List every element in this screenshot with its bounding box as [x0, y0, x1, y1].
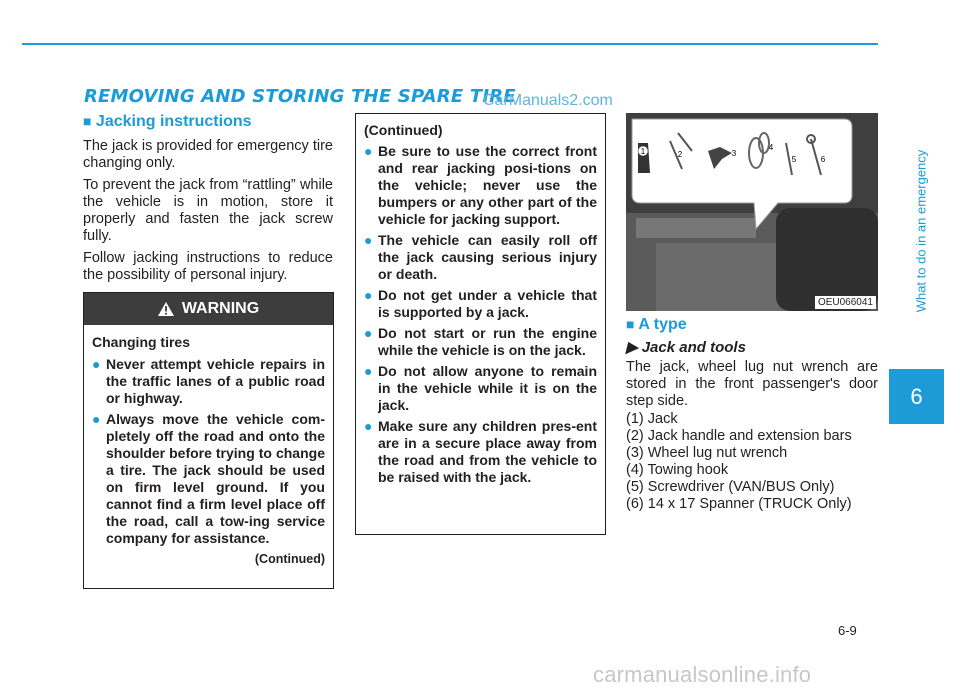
tool-item: (1) Jack	[626, 411, 678, 427]
tool-item: (3) Wheel lug nut wrench	[626, 445, 788, 461]
bullet-icon: ●	[364, 143, 373, 159]
paragraph-1: The jack is provided for emergency tire changing only.	[83, 138, 333, 171]
jack-and-tools-heading	[626, 339, 878, 356]
warning-item: ● Never attempt vehicle repairs in the traffic lanes of a public road or highway.	[92, 356, 325, 406]
tool-item: (6) 14 x 17 Spanner (TRUCK Only)	[626, 496, 852, 512]
bullet-icon: ●	[92, 411, 101, 427]
tool-item: (4) Towing hook	[626, 462, 729, 478]
warning-header	[84, 293, 333, 325]
continued-item: ● Be sure to use the correct front and rear jacking posi-tions on the vehicle; never use the bumpers or any other part of the vehicle for jacking support.	[364, 143, 597, 227]
right-column	[626, 316, 878, 513]
continued-warning-box	[355, 113, 606, 535]
continued-lead: (Continued)	[364, 122, 443, 138]
warning-list	[92, 356, 325, 547]
header-rule	[22, 43, 878, 45]
paragraph-2: To prevent the jack from “rattling” while the vehicle is in motion, store it properly and fasten the jack screw fully.	[83, 177, 333, 244]
figure-label-5: 5	[791, 155, 797, 164]
warning-box	[83, 292, 334, 589]
section-title: REMOVING AND STORING THE SPARE TIRE	[84, 86, 516, 107]
continued-list	[364, 143, 597, 486]
bullet-icon: ●	[364, 287, 373, 303]
jacking-instructions-title: Jacking instructions	[95, 113, 252, 130]
warning-lead: Changing tires	[92, 334, 191, 350]
chapter-title: What to do in an emergency	[913, 149, 929, 313]
tool-storage-photo	[626, 113, 878, 311]
warning-triangle-icon	[158, 302, 174, 316]
figure-label-6: 6	[820, 155, 826, 164]
tool-item: (5) Screwdriver (VAN/BUS Only)	[626, 479, 835, 495]
figure-code: OEU066041	[815, 296, 876, 309]
chapter-tab	[889, 369, 944, 424]
bullet-icon: ●	[364, 325, 373, 341]
continued-item: ● The vehicle can easily roll off the jack causing serious injury or death.	[364, 232, 597, 282]
watermark-top: CarManuals2.com	[483, 92, 613, 109]
paragraph-3: Follow jacking instructions to reduce the possibility of personal injury.	[83, 250, 333, 283]
a-type-heading	[626, 316, 878, 333]
warning-item: ● Always move the vehicle com-pletely off the road and onto the shoulder before trying to change a tire. The jack should be used on firm level ground. If you cannot find a firm level place off the road, call a tow-ing service company for assistance.	[92, 411, 325, 546]
chapter-side-label	[906, 103, 936, 359]
warning-continued: (Continued)	[254, 552, 325, 566]
square-bullet-icon: ■	[626, 316, 635, 332]
continued-item: ● Do not allow anyone to remain in the vehicle while it is on the jack.	[364, 363, 597, 413]
bullet-icon: ●	[92, 356, 101, 372]
jacking-instructions-heading	[83, 113, 333, 130]
arrow-right-icon: ▶	[626, 339, 638, 356]
continued-item: ● Make sure any children pres-ent are in a secure place away from the road and from the vehicle to be raised with the jack.	[364, 418, 597, 485]
left-column	[83, 113, 333, 289]
tool-storage-illustration	[626, 113, 878, 311]
watermark-bottom: carmanualsonline.info	[593, 662, 812, 687]
figure-label-2: 2	[677, 150, 683, 159]
figure-label-1: 1	[640, 147, 646, 156]
bullet-icon: ●	[364, 363, 373, 379]
figure-label-4: 4	[768, 143, 774, 152]
jack-and-tools-title: Jack and tools	[641, 339, 746, 356]
warning-title: WARNING	[181, 300, 260, 317]
bullet-icon: ●	[364, 418, 373, 434]
square-bullet-icon: ■	[83, 113, 92, 129]
bullet-icon: ●	[364, 232, 373, 248]
continued-item: ● Do not get under a vehicle that is supported by a jack.	[364, 287, 597, 320]
a-type-title: A type	[638, 316, 687, 333]
figure-label-3: 3	[731, 149, 737, 158]
chapter-number: 6	[910, 383, 923, 409]
tool-item: (2) Jack handle and extension bars	[626, 428, 852, 444]
tools-intro: The jack, wheel lug nut wrench are stored in the front passenger's door step side.	[626, 359, 878, 409]
continued-item: ● Do not start or run the engine while the vehicle is on the jack.	[364, 325, 597, 358]
page-number: 6-9	[838, 623, 857, 638]
